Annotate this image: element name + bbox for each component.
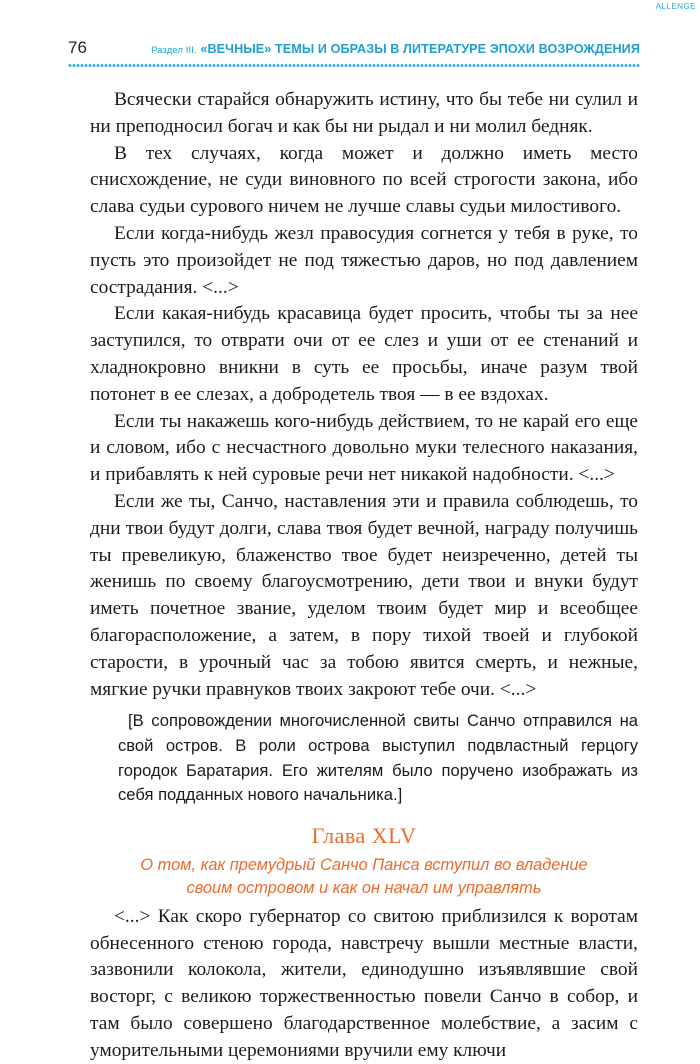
- paragraph-5: Если ты накажешь кого-нибудь действием, то не карай его еще и словом, ибо с несчастного довольно муки телесного наказания, и прибавлять к ней суровые речи нет никакой надобности. <...>: [90, 410, 638, 486]
- chapter-subtitle-line-1: О том, как премудрый Санчо Панса вступил во владение: [140, 855, 588, 874]
- paragraph-1: Всячески старайся обнаружить истину, что бы тебе ни сулил и ни преподносил богач и как бы ни рыдал и ни молил бедняк.: [90, 89, 638, 137]
- page-number: 76: [68, 38, 87, 57]
- chapter-subtitle-line-2: своим островом и как он начал им управлять: [186, 878, 542, 897]
- paragraph-7: <...> Как скоро губернатор со свитою приблизился к воротам обнесенного стеною города, навстречу вышли местные власти, зазвонили колокола, жители, единодушно изъявлявшие свой восторг, с великою торжественностью повели Санчо в собор, и там было совершено благодарственное молебствие, а засим с уморительными церемониями вручили ему ключи: [90, 905, 638, 1061]
- section-prefix: Раздел III.: [151, 45, 197, 56]
- page-header: [68, 38, 640, 58]
- header-decorative-divider: [68, 62, 640, 69]
- chapter-subtitle: [90, 854, 638, 900]
- paragraph-4: Если какая-нибудь красавица будет просить, чтобы ты за нее заступился, то отврати очи от ее слез и уши от ее стенаний и хладнокровно вникни в суть ее просьбы, иначе разум твой потонет в ее слезах, а добродетель твоя — в ее вздохах.: [90, 303, 638, 405]
- editorial-note: [В сопровождении многочисленной свиты Санчо отправился на свой остров. В роли острова выступил подвластный герцогу городок Баратария. Его жителям было поручено изображать из себя подданных нового начальника.]: [118, 711, 638, 805]
- paragraph-3: Если когда-нибудь жезл правосудия согнется у тебя в руке, то пусть это произойдет не под тяжестью даров, но под давлением сострадания. <...>: [90, 222, 638, 298]
- page-body: [90, 87, 638, 1064]
- paragraph-2: В тех случаях, когда может и должно иметь место снисхождение, не суди виновного по всей строгости закона, ибо слава судьи сурового ничем не лучше славы судьи милостивого.: [90, 142, 638, 218]
- section-title: «ВЕЧНЫЕ» ТЕМЫ И ОБРАЗЫ В ЛИТЕРАТУРЕ ЭПОХИ ВОЗРОЖДЕНИЯ: [200, 42, 640, 56]
- corner-watermark: ALLENGE: [655, 2, 696, 11]
- paragraph-6: Если же ты, Санчо, наставления эти и правила соблюдешь, то дни твои будут долги, слава твоя будет вечной, награду получишь ты превеликую, блаженство твое будет неизреченно, детей ты женишь по своему благоусмотрению, дети твои и внуки будут иметь почетное звание, уделом твоим будет мир и всеобщее благорасположение, а затем, в пору тихой твоей и глубокой старости, в урочный час за тобою явится смерть, и нежные, мягкие ручки правнуков твоих закроют тебе очи. <...>: [90, 490, 638, 700]
- running-head: [151, 42, 640, 56]
- chapter-title: Глава XLV: [311, 822, 417, 848]
